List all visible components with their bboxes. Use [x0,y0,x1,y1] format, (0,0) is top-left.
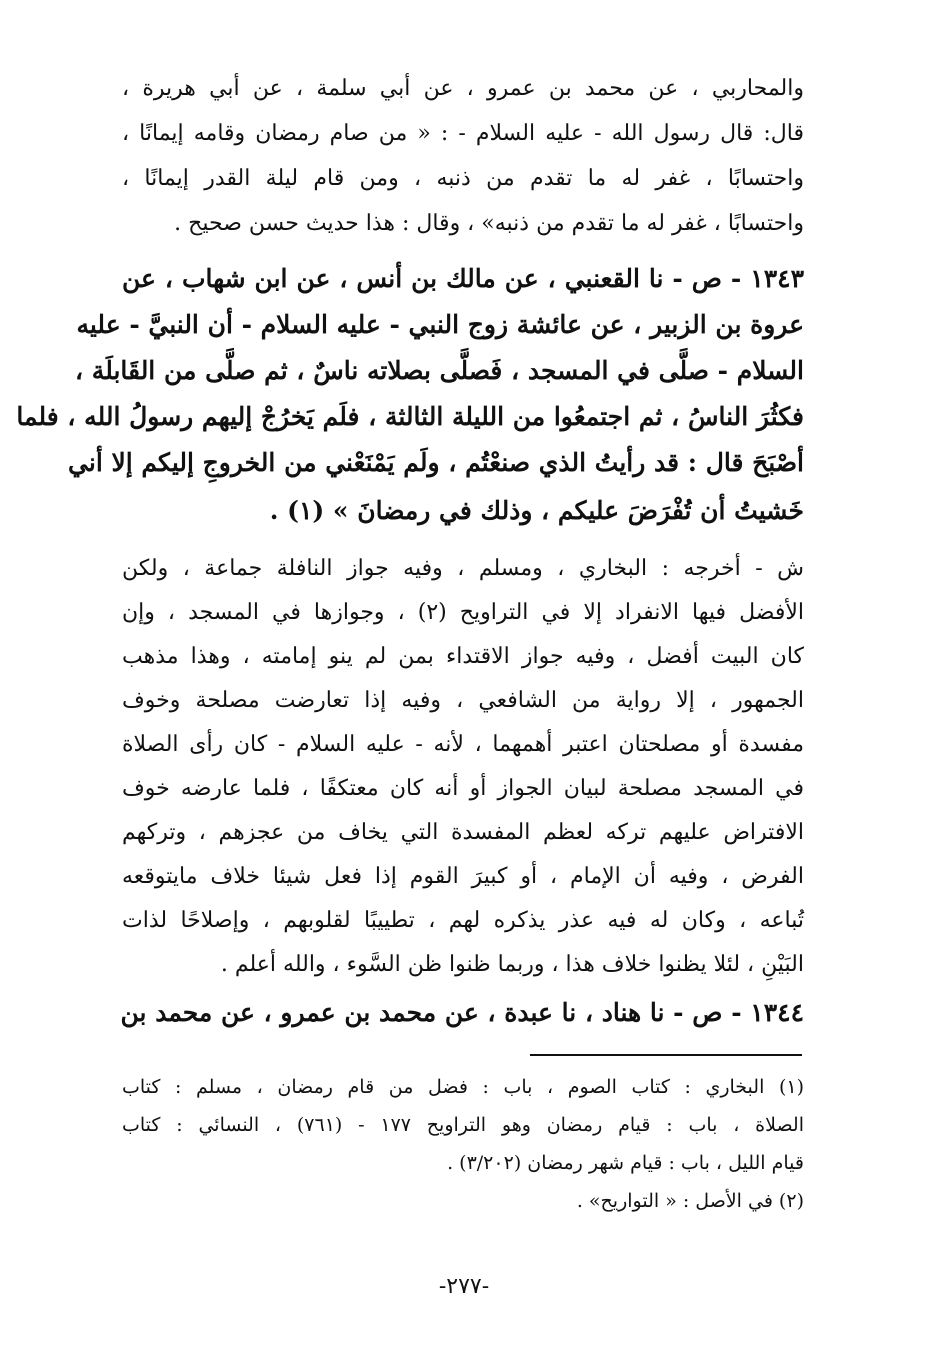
text-line: واحتسابًا ، غفر له ما تقدم من ذنبه» ، وقال : هذا حديث حسن صحيح . [174,211,804,236]
footnote-separator [530,1054,802,1056]
page-number: -٢٧٧- [438,1274,490,1299]
commentary-line: البَيْنِ ، لئلا يظنوا خلاف هذا ، وربما ظنوا ظن السَّوء ، والله أعلم . [220,952,804,977]
hadith-line: السلام - صلَّى في المسجد ، فَصلَّى بصلاته ناسٌ ، ثم صلَّى من القَابلَة ، [75,356,804,385]
footnote-line: (١) البخاري : كتاب الصوم ، باب : فضل من قام رمضان ، مسلم : كتاب [122,1076,804,1098]
hadith-line: أصْبَحَ قال : قد رأيتُ الذي صنعْتُم ، ولَم يَمْنَعْني من الخروجِ إليكم إلا أني [68,448,804,477]
commentary-line: تُباعه ، وكان له فيه عذر يذكره لهم ، تطييبًا لقلوبهم ، وإصلاحًا لذات [122,908,804,933]
text-line: واحتسابًا ، غفر له ما تقدم من ذنبه ، ومن قام ليلة القدر إيمانًا ، [122,166,804,191]
commentary-line: مفسدة أو مصلحتان اعتبر أهمهما ، لأنه - عليه السلام - كان رأى الصلاة [122,732,804,757]
commentary-line: ش - أخرجه : البخاري ، ومسلم ، وفيه جواز النافلة جماعة ، ولكن [122,556,804,581]
hadith-line: عروة بن الزبير ، عن عائشة زوج النبي - عليه السلام - أن النبيَّ - عليه [76,310,804,339]
footnote-line: الصلاة ، باب : قيام رمضان وهو التراويح ١٧٧ - (٧٦١) ، النسائي : كتاب [122,1114,804,1136]
hadith-line: فكثُرَ الناسُ ، ثم اجتمعُوا من الليلة الثالثة ، فلَم يَخرُجْ إليهم رسولُ الله ، فلما [16,402,804,431]
hadith-line: خَشيتُ أن تُفْرَضَ عليكم ، وذلك في رمضانَ » (١) . [269,496,804,525]
text-line: والمحاربي ، عن محمد بن عمرو ، عن أبي سلمة ، عن أبي هريرة ، [122,76,804,101]
commentary-line: كان البيت أفضل ، وفيه جواز الاقتداء بمن لم ينو إمامته ، وهذا مذهب [122,644,804,669]
hadith-line: ١٣٤٣ - ص - نا القعنبي ، عن مالك بن أنس ، عن ابن شهاب ، عن [122,264,804,293]
commentary-line: الافتراض عليهم تركه لعظم المفسدة التي يخاف من عجزهم ، وتركهم [122,820,804,845]
footnote-line: (٢) في الأصل : « التواريح» . [576,1190,804,1212]
commentary-line: الجمهور ، إلا رواية من الشافعي ، وفيه إذا تعارضت مصلحة وخوف [122,688,804,713]
hadith-line: ١٣٤٤ - ص - نا هناد ، نا عبدة ، عن محمد بن عمرو ، عن محمد بن [120,998,804,1027]
commentary-line: في المسجد مصلحة لبيان الجواز أو أنه كان معتكفًا ، فلما عارضه خوف [122,776,804,801]
commentary-line: الفرض ، وفيه أن الإمام ، أو كبيرَ القوم إذا فعل شيئا خلاف مايتوقعه [122,864,804,889]
commentary-line: الأفضل فيها الانفراد إلا في التراويح (٢) ، وجوازها في المسجد ، وإن [122,600,804,625]
text-line: قال: قال رسول الله - عليه السلام - : « من صام رمضان وقامه إيمانًا ، [122,121,804,146]
footnote-line: قيام الليل ، باب : قيام شهر رمضان (٣/٢٠٢) . [447,1152,804,1174]
